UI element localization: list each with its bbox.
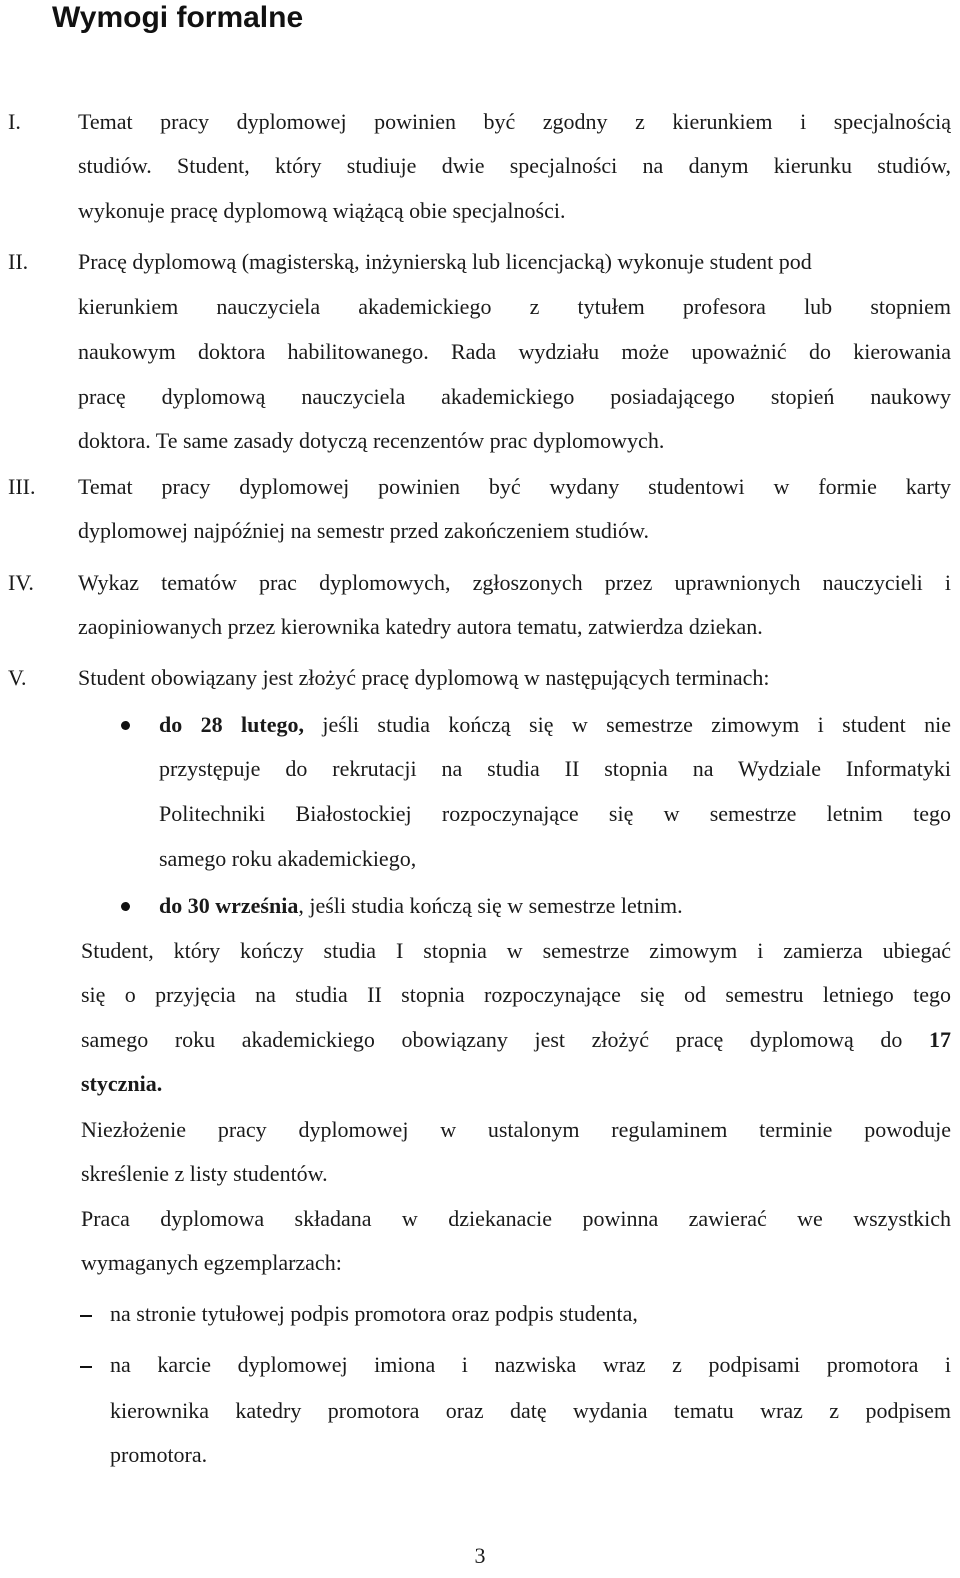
bullet-1-line-1 — [159, 703, 951, 747]
bullet-1-line-2: przystępuje do rekrutacji na studia II stopnia na Wydziale Informatyki — [159, 756, 951, 781]
section-1-line-3: wykonuje pracę dyplomową wiążącą obie specjalności. — [78, 198, 566, 223]
section-1-line-2: studiów. Student, który studiuje dwie specjalności na danym kierunku studiów, — [78, 153, 951, 178]
bullet-dot — [121, 902, 130, 911]
bullet-1-bold: do 28 lutego, — [159, 712, 304, 737]
section-2-line-3: naukowym doktora habilitowanego. Rada wydziału może upoważnić do kierowania — [78, 339, 951, 364]
paragraph-1-line-4 — [81, 1062, 951, 1106]
bullet-1-text: jeśli studia kończą się w semestrze zimowym i student nie — [303, 712, 951, 737]
section-2-line-4: pracę dyplomową nauczyciela akademickiego posiadającego stopień naukowy — [78, 384, 951, 409]
section-1-line-1: Temat pracy dyplomowej powinien być zgodny z kierunkiem i specjalnością — [78, 109, 951, 134]
paragraph-1-line-3-bold: 17 — [929, 1027, 951, 1052]
paragraph-1-line-3-text: samego roku akademickiego obowiązany jest złożyć pracę dyplomową do — [81, 1027, 929, 1052]
section-2-line-1: Pracę dyplomową (magisterską, inżynierską lub licencjacką) wykonuje student pod — [78, 249, 812, 274]
dash-2-line-3: promotora. — [110, 1442, 208, 1467]
section-number-2: II. — [8, 249, 29, 274]
section-4-line-1: Wykaz tematów prac dyplomowych, zgłoszonych przez uprawnionych nauczycieli i — [78, 570, 951, 595]
paragraph-2-line-1: Niezłożenie pracy dyplomowej w ustalonym regulaminem terminie powoduje — [81, 1117, 951, 1142]
section-number-4: IV. — [8, 570, 34, 595]
section-number-1: I. — [8, 109, 21, 134]
bullet-1-line-4: samego roku akademickiego, — [159, 846, 417, 871]
bullet-2-bold: do 30 września — [159, 893, 299, 918]
dash-marker — [80, 1366, 92, 1368]
paragraph-2-line-2: skreślenie z listy studentów. — [81, 1161, 328, 1186]
paragraph-3-line-1: Praca dyplomowa składana w dziekanacie powinna zawierać we wszystkich — [81, 1206, 951, 1231]
dash-2-line-1: na karcie dyplomowej imiona i nazwiska wraz z podpisami promotora i — [110, 1352, 951, 1377]
bullet-2-text: , jeśli studia kończą się w semestrze letnim. — [298, 893, 683, 918]
bullet-1-line-3: Politechniki Białostockiej rozpoczynające się w semestrze letnim tego — [159, 801, 951, 826]
page-number: 3 — [474, 1543, 486, 1568]
paragraph-1-line-2: się o przyjęcia na studia II stopnia rozpoczynające się od semestru letniego tego — [81, 982, 951, 1007]
dash-2-line-2: kierownika katedry promotora oraz datę wydania tematu wraz z podpisem — [110, 1398, 951, 1423]
paragraph-1-line-4-bold: stycznia. — [81, 1071, 163, 1096]
section-3-line-2: dyplomowej najpóźniej na semestr przed zakończeniem studiów. — [78, 518, 650, 543]
section-2-line-2: kierunkiem nauczyciela akademickiego z tytułem profesora lub stopniem — [78, 294, 951, 319]
section-number-5: V. — [8, 665, 27, 690]
section-3-line-1: Temat pracy dyplomowej powinien być wydany studentowi w formie karty — [78, 474, 951, 499]
section-number-3: III. — [8, 474, 36, 499]
section-5-intro: Student obowiązany jest złożyć pracę dyplomową w następujących terminach: — [78, 665, 770, 690]
page-title: Wymogi formalne — [52, 1, 304, 34]
section-2-line-5: doktora. Te same zasady dotyczą recenzentów prac dyplomowych. — [78, 428, 665, 453]
bullet-2-line-1 — [159, 884, 951, 928]
paragraph-3-line-2: wymaganych egzemplarzach: — [81, 1250, 342, 1275]
bullet-dot — [121, 721, 130, 730]
section-4-line-2: zaopiniowanych przez kierownika katedry autora tematu, zatwierdza dziekan. — [78, 614, 763, 639]
paragraph-1-line-1: Student, który kończy studia I stopnia w semestrze zimowym i zamierza ubiegać — [81, 938, 951, 963]
dash-1-line-1: na stronie tytułowej podpis promotora oraz podpis studenta, — [110, 1301, 638, 1326]
dash-marker — [80, 1315, 92, 1317]
paragraph-1-line-3 — [81, 1018, 951, 1062]
